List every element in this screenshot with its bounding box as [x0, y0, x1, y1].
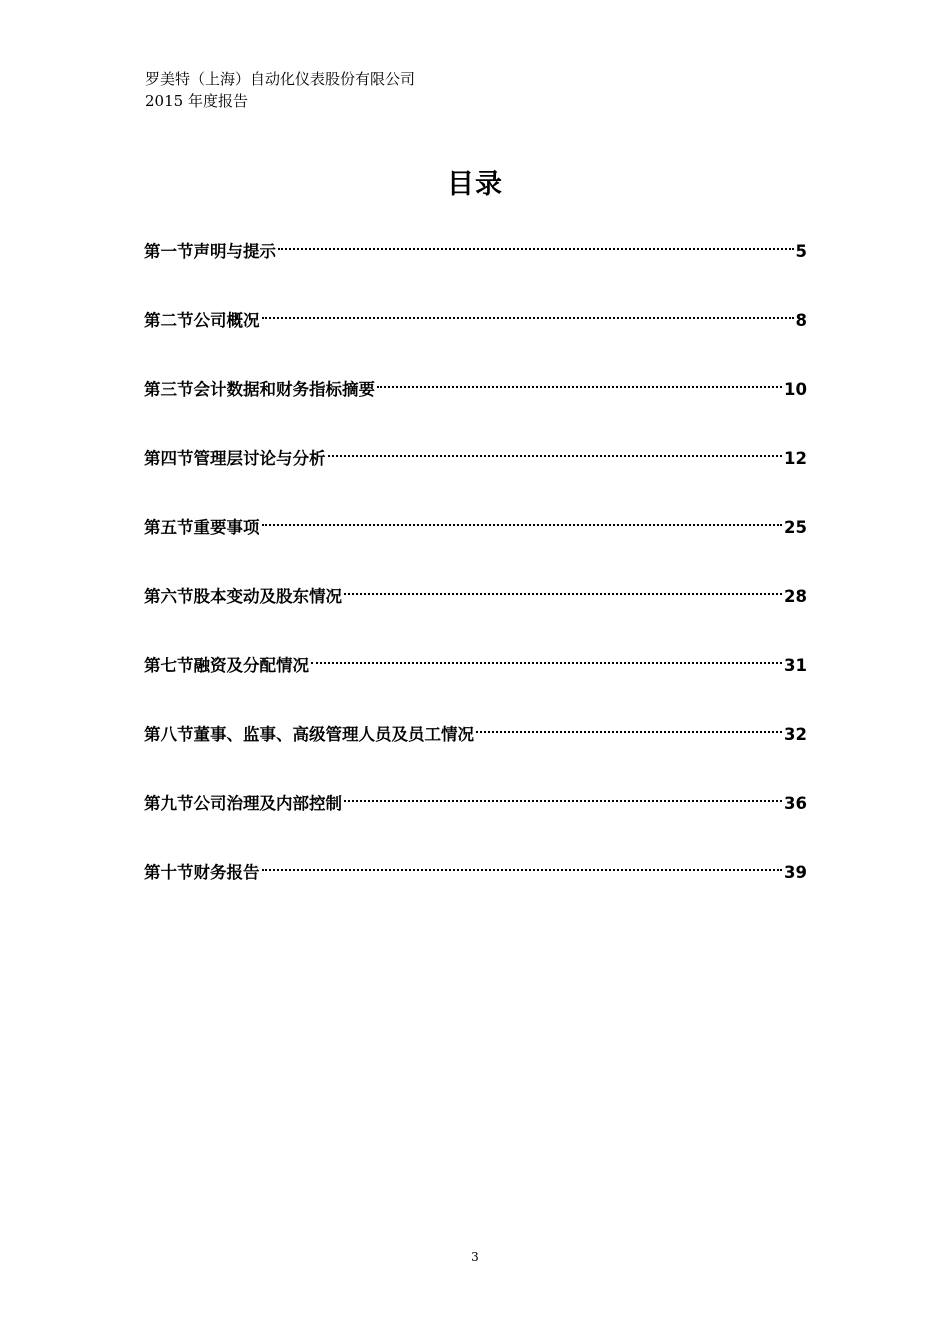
toc-entry-section-9[interactable] — [144, 790, 807, 859]
toc-entry-section-1[interactable] — [144, 238, 807, 307]
toc-entry-page: 28 — [784, 587, 807, 606]
table-of-contents — [144, 238, 807, 928]
toc-title: 目录 — [447, 169, 503, 200]
toc-entry-section-5[interactable] — [144, 514, 807, 583]
page-number: 3 — [471, 1250, 479, 1264]
toc-dot-leader — [344, 800, 782, 802]
toc-entry-label: 第七节融资及分配情况 — [144, 656, 309, 675]
toc-entry-page: 10 — [784, 380, 807, 399]
toc-entry-section-2[interactable] — [144, 307, 807, 376]
toc-dot-leader — [377, 386, 782, 388]
toc-entry-label: 第二节公司概况 — [144, 311, 260, 330]
toc-dot-leader — [311, 662, 782, 664]
company-name: 罗美特（上海）自动化仪表股份有限公司 — [145, 70, 416, 88]
toc-dot-leader — [262, 869, 783, 871]
toc-entry-section-8[interactable] — [144, 721, 807, 790]
toc-entry-page: 36 — [784, 794, 807, 813]
toc-entry-label: 第八节董事、监事、高级管理人员及员工情况 — [144, 725, 474, 744]
toc-entry-label: 第四节管理层讨论与分析 — [144, 449, 326, 468]
toc-entry-section-6[interactable] — [144, 583, 807, 652]
page-header — [145, 68, 415, 112]
report-title: 2015 年度报告 — [145, 92, 248, 110]
toc-entry-section-4[interactable] — [144, 445, 807, 514]
toc-entry-label: 第一节声明与提示 — [144, 242, 276, 261]
toc-entry-section-7[interactable] — [144, 652, 807, 721]
toc-entry-label: 第六节股本变动及股东情况 — [144, 587, 342, 606]
toc-entry-label: 第十节财务报告 — [144, 863, 260, 882]
toc-dot-leader — [262, 524, 783, 526]
toc-entry-page: 39 — [784, 863, 807, 882]
toc-entry-page: 31 — [784, 656, 807, 675]
toc-dot-leader — [476, 731, 782, 733]
toc-entry-page: 5 — [795, 242, 807, 261]
toc-dot-leader — [262, 317, 794, 319]
toc-dot-leader — [328, 455, 783, 457]
toc-entry-page: 12 — [784, 449, 807, 468]
toc-entry-section-10[interactable] — [144, 859, 807, 928]
toc-entry-page: 8 — [795, 311, 807, 330]
toc-dot-leader — [344, 593, 782, 595]
toc-entry-label: 第五节重要事项 — [144, 518, 260, 537]
toc-entry-label: 第三节会计数据和财务指标摘要 — [144, 380, 375, 399]
toc-dot-leader — [278, 248, 794, 250]
toc-entry-section-3[interactable] — [144, 376, 807, 445]
toc-entry-page: 25 — [784, 518, 807, 537]
toc-entry-label: 第九节公司治理及内部控制 — [144, 794, 342, 813]
toc-entry-page: 32 — [784, 725, 807, 744]
